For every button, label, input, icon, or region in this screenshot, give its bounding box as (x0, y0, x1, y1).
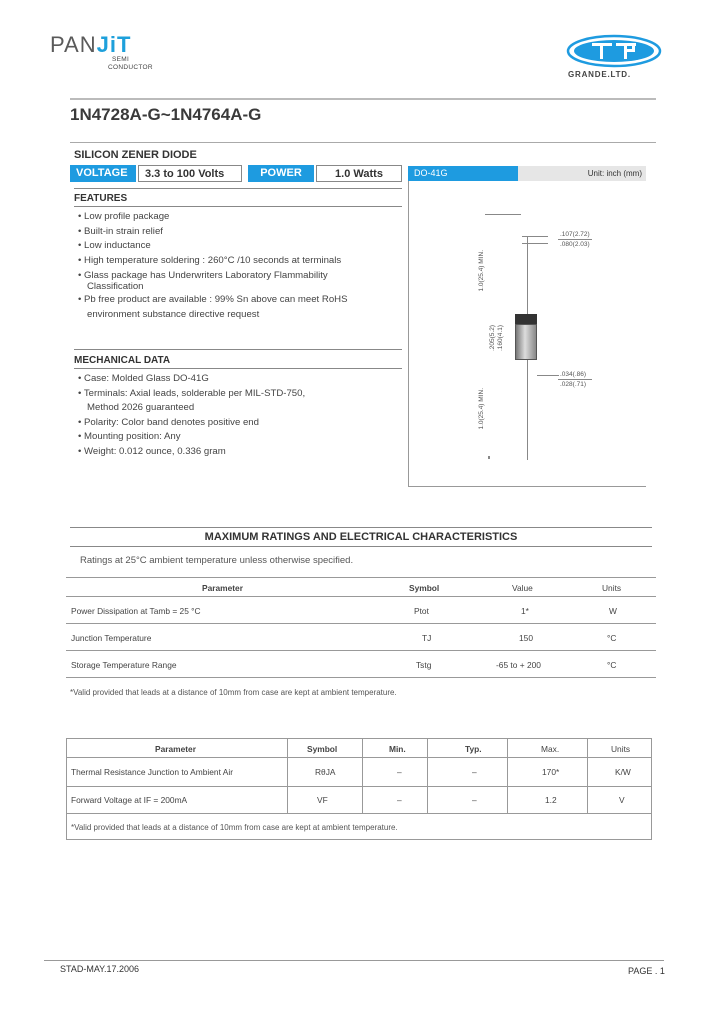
panjit-logo: PANJiT (50, 32, 132, 57)
features-top-rule (74, 188, 402, 189)
table-rule (66, 577, 656, 578)
mechanical-item: • Mounting position: Any (78, 431, 181, 442)
mechanical-list (78, 372, 305, 459)
voltage-value-badge: 3.3 to 100 Volts (138, 165, 242, 182)
dim-label-vertical: 1.0(25.4) MIN. (478, 250, 485, 292)
mechanical-heading: MECHANICAL DATA (74, 355, 171, 366)
lead-dia-ext-bot (522, 243, 548, 244)
body-dia-ext (537, 375, 559, 376)
lead-bottom-tick (488, 456, 490, 459)
feature-item-continuation: Classification (87, 281, 144, 292)
dim-label-vertical: .160(4.1) (497, 325, 504, 352)
dim-label: .080(2.03) (560, 241, 590, 248)
table-rule (66, 650, 656, 651)
column-divider (287, 739, 288, 813)
lead-dia-ext-top (522, 236, 548, 237)
feature-item: • Low inductance (78, 240, 151, 251)
feature-item: • High temperature soldering : 260°C /10 seconds at terminals (78, 254, 342, 266)
dim-label: .034(.86) (560, 371, 587, 378)
footer-page-number: PAGE . 1 (628, 966, 665, 976)
page-title: 1N4728A-G~1N4764A-G (70, 105, 262, 124)
grande-logo-icon (566, 34, 662, 68)
footer-doc-id: STAD-MAY.17.2006 (60, 964, 140, 974)
column-divider (507, 739, 508, 813)
power-value-badge: 1.0 Watts (316, 165, 402, 182)
feature-item: • Pb free product are available : 99% Sn above can meet RoHS (78, 294, 348, 305)
features-heading: FEATURES (74, 193, 128, 204)
power-label-badge: POWER (248, 165, 314, 182)
mechanical-item: • Polarity: Color band denotes positive end (78, 416, 259, 428)
mechanical-item-continuation: Method 2026 guaranteed (87, 402, 195, 413)
panjit-logo-subtitle: SEMI CONDUCTOR (108, 56, 153, 71)
unit-note: Unit: inch (mm) (518, 166, 646, 181)
bottom-lead (527, 360, 528, 460)
grande-brand-name: GRANDE.LTD. (568, 70, 631, 79)
product-subtitle: SILICON ZENER DIODE (74, 149, 197, 161)
mechanical-item: • Terminals: Axial leads, solderable per MIL-STD-750, (78, 387, 306, 399)
characteristics-table: Parameter Symbol Min. Typ. Max. Units Thermal Resistance Junction to Ambient Air RθJA – – 170* K/W Forward Voltage at IF = 200mA VF – – 1.2 V *Valid provided that leads at a distance of 10mm from case are kept at ambient temperature. (66, 738, 652, 840)
features-heading-rule (74, 206, 402, 207)
mechanical-item: • Case: Molded Glass DO-41G (78, 373, 209, 384)
column-divider (587, 739, 588, 813)
table-rule (67, 786, 651, 787)
dim-label-vertical: 1.0(25.4) MIN. (478, 388, 485, 430)
column-divider (362, 739, 363, 813)
diode-body (515, 324, 537, 360)
title-bottom-rule (70, 142, 656, 143)
ratings-top-rule (70, 527, 652, 528)
column-divider (427, 739, 428, 813)
dim-divider (558, 379, 592, 380)
feature-item: • Low profile package (78, 211, 170, 222)
mechanical-heading-rule (74, 368, 402, 369)
feature-item: • Glass package has Underwriters Laboratory Flammability (78, 270, 328, 281)
ratings-footnote: *Valid provided that leads at a distance of 10mm from case are kept at ambient temperature. (70, 688, 397, 697)
cathode-band (515, 314, 537, 324)
table-rule (66, 596, 656, 597)
table-rule (66, 623, 656, 624)
dim-label: .028(.71) (560, 381, 587, 388)
title-top-rule (70, 98, 656, 100)
package-name-bar: DO-41G (408, 166, 518, 181)
feature-item: • Built-in strain relief (78, 225, 163, 237)
table-rule (67, 813, 651, 814)
table-rule (67, 757, 651, 758)
dim-label-vertical: .205(5.2) (489, 325, 496, 352)
ratings-heading: MAXIMUM RATINGS AND ELECTRICAL CHARACTERISTICS (204, 531, 518, 543)
features-list (78, 210, 347, 322)
voltage-label-badge: VOLTAGE (70, 165, 136, 182)
mechanical-top-rule (74, 349, 402, 350)
table-rule (66, 677, 656, 678)
dim-divider (558, 239, 592, 240)
lead-top-dim-line (485, 214, 521, 215)
feature-item-continuation: environment substance directive request (87, 308, 260, 320)
top-lead (527, 236, 528, 314)
mechanical-item: • Weight: 0.012 ounce, 0.336 gram (78, 445, 226, 457)
footer-rule (44, 960, 664, 961)
ratings-table: Parameter Symbol Value Units Power Dissipation at Tamb = 25 °C Ptot 1* W Junction Temperature TJ 150 °C Storage Temperature Range Tstg -65 to + 200 °C (66, 577, 656, 681)
ratings-note: Ratings at 25°C ambient temperature unless otherwise specified. (80, 555, 354, 566)
dim-label: .107(2.72) (560, 231, 590, 238)
ratings-heading-rule (70, 546, 652, 547)
